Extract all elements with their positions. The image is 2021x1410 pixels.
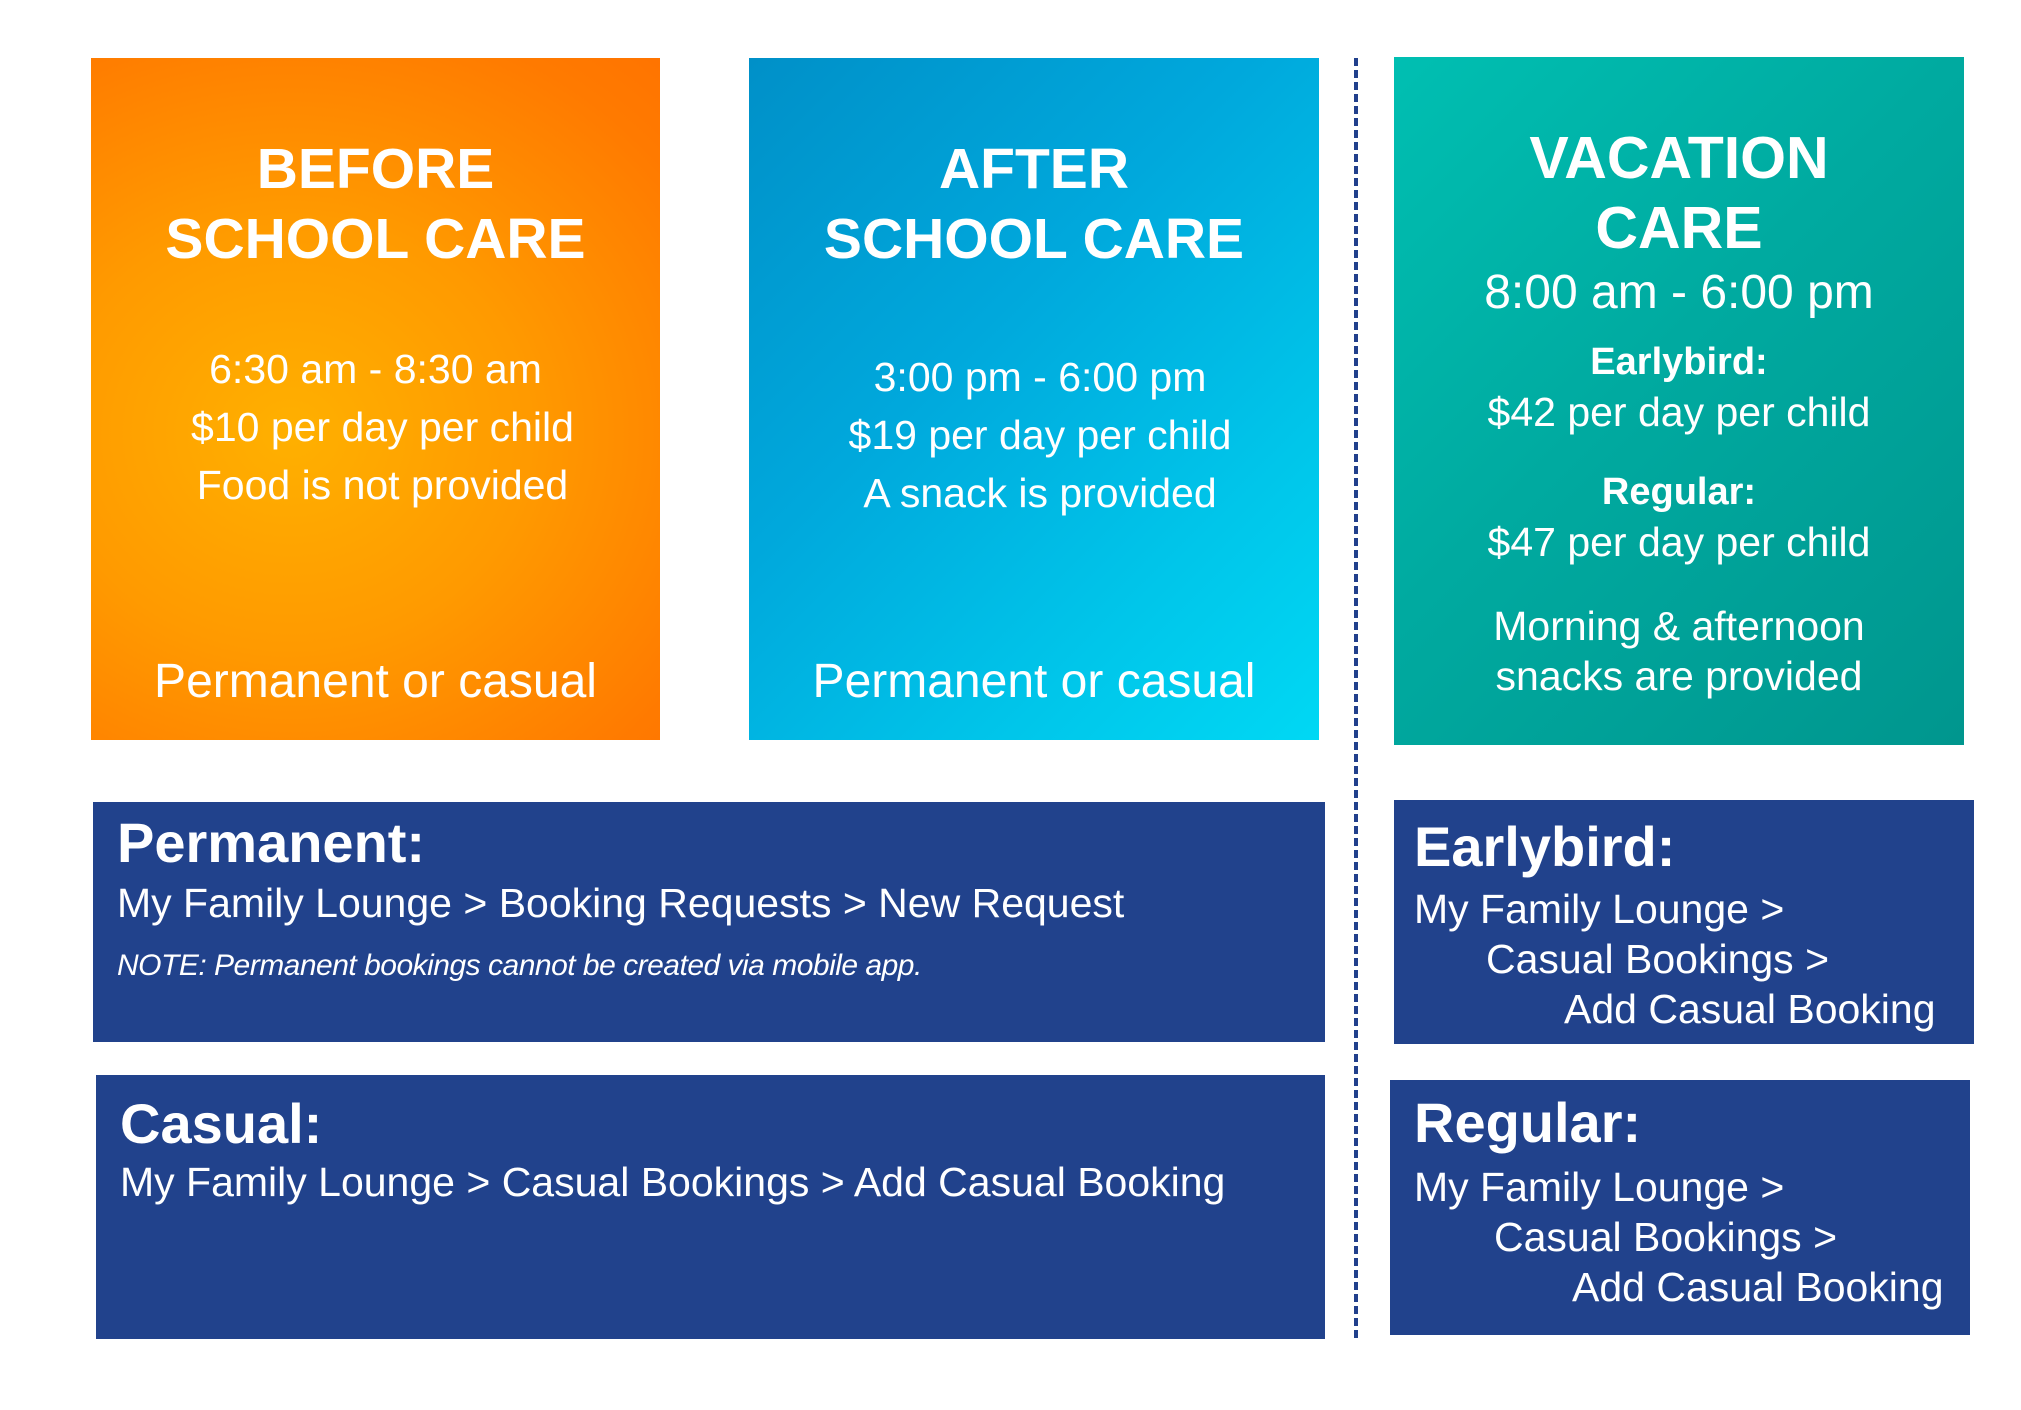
casual-heading: Casual: <box>120 1092 323 1155</box>
permanent-heading: Permanent: <box>117 811 426 874</box>
before-school-care-card <box>91 58 660 740</box>
before-school-food: Food is not provided <box>196 462 569 508</box>
vacation-care-card <box>1394 57 1964 745</box>
regular-heading: Regular: <box>1414 1091 1642 1154</box>
vacation-regular-label: Regular: <box>1601 471 1757 513</box>
earlybird-path-step2: Casual Bookings > <box>1486 936 1830 982</box>
vacation-title-line2: CARE <box>1595 195 1763 261</box>
casual-booking-panel <box>96 1075 1325 1339</box>
before-school-hours: 6:30 am - 8:30 am <box>209 346 542 392</box>
vacation-snacks-line1: Morning & afternoon <box>1493 603 1865 649</box>
before-school-title-line2: SCHOOL CARE <box>165 207 586 271</box>
vacation-regular-price: $47 per day per child <box>1487 519 1871 565</box>
permanent-booking-panel <box>93 802 1325 1042</box>
after-school-title-line1: AFTER <box>939 137 1129 201</box>
earlybird-heading: Earlybird: <box>1414 815 1676 878</box>
permanent-note: NOTE: Permanent bookings cannot be created via mobile app. <box>117 949 922 982</box>
regular-booking-panel <box>1390 1080 1970 1335</box>
vacation-hours: 8:00 am - 6:00 pm <box>1484 266 1874 319</box>
regular-path-step3: Add Casual Booking <box>1572 1264 1944 1310</box>
dashed-divider <box>1354 58 1358 1338</box>
vacation-earlybird-label: Earlybird: <box>1590 341 1768 383</box>
after-school-hours: 3:00 pm - 6:00 pm <box>873 354 1207 400</box>
vacation-title-line1: VACATION <box>1529 125 1829 191</box>
vacation-snacks-line2: snacks are provided <box>1495 653 1863 699</box>
before-school-price: $10 per day per child <box>191 404 574 450</box>
after-school-food: A snack is provided <box>863 470 1217 516</box>
earlybird-path-step3: Add Casual Booking <box>1564 986 1936 1032</box>
before-school-title-line1: BEFORE <box>256 137 495 201</box>
earlybird-booking-panel <box>1394 800 1974 1044</box>
after-school-footer: Permanent or casual <box>812 655 1256 708</box>
after-school-title-line2: SCHOOL CARE <box>823 207 1245 271</box>
after-school-price: $19 per day per child <box>848 412 1232 458</box>
after-school-care-card <box>749 58 1319 740</box>
vacation-earlybird-price: $42 per day per child <box>1487 389 1871 435</box>
regular-path-step1: My Family Lounge > <box>1414 1164 1785 1210</box>
before-school-footer: Permanent or casual <box>154 655 597 708</box>
regular-path-step2: Casual Bookings > <box>1494 1214 1838 1260</box>
earlybird-path-step1: My Family Lounge > <box>1414 886 1785 932</box>
permanent-path: My Family Lounge > Booking Requests > New Request <box>117 880 1125 926</box>
casual-path: My Family Lounge > Casual Bookings > Add Casual Booking <box>120 1159 1226 1205</box>
